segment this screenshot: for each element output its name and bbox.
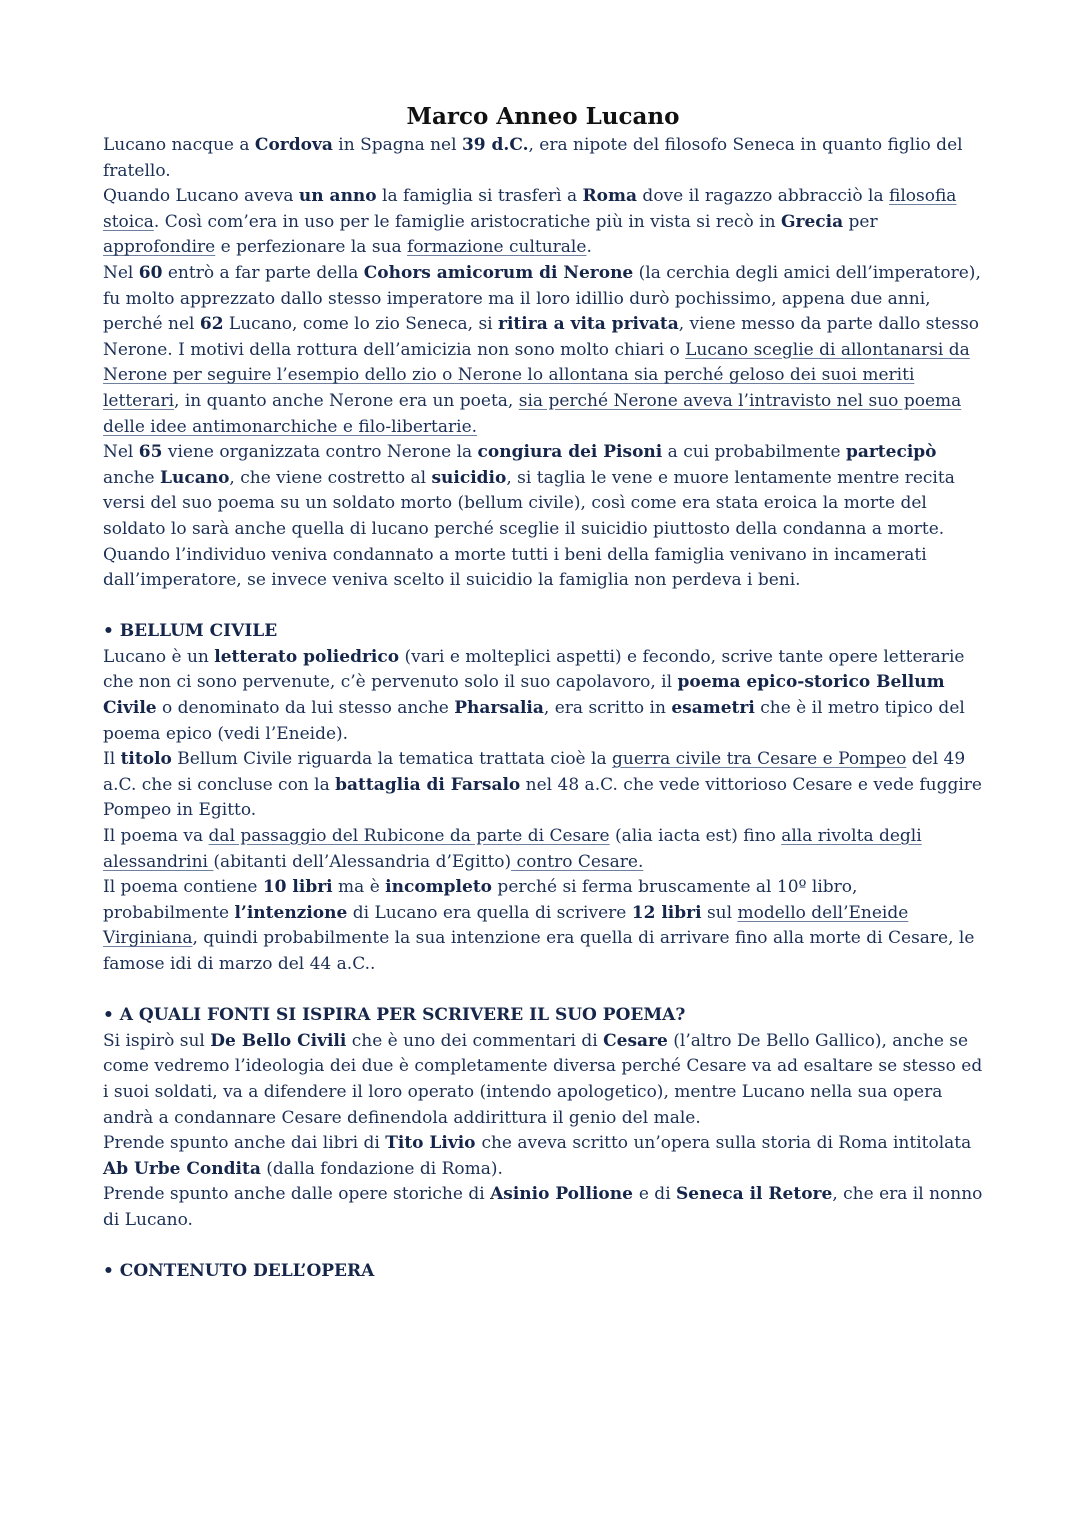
text: dove il ragazzo abbracciò la bbox=[637, 186, 889, 207]
text: , era nipote del filosofo Seneca in quanto figlio del fratello. bbox=[103, 135, 963, 181]
bold-text: poema epico-storico Bellum Civile bbox=[103, 672, 945, 719]
text: , che era il nonno di Lucano. bbox=[103, 1184, 983, 1230]
text: e di bbox=[638, 1184, 677, 1205]
bold-text: Roma bbox=[582, 186, 638, 207]
text: (l’altro De Bello Gallico), anche se come vedremo l’ideologia dei due è completamente diversa perché Cesare va ad esaltare se stesso ed i suoi soldati, va a difendere il loro operato (intendo apologetico), mentre Lucano nella sua opera andrà a condannare Cesare definendola addirittura il genio del male. bbox=[103, 1030, 983, 1128]
bold-text: Pharsalia bbox=[454, 698, 544, 719]
underlined-text: approfondire bbox=[103, 237, 216, 258]
text: ma è bbox=[332, 877, 386, 898]
fonti-paragraph-2 bbox=[103, 1131, 983, 1182]
text: Il poema va bbox=[103, 826, 209, 847]
paragraph-gap bbox=[103, 594, 983, 620]
text: che è il metro tipico del poema epico (vedi l’Eneide). bbox=[103, 698, 965, 744]
text: , era scritto in bbox=[543, 698, 672, 719]
text: del 49 a.C. che si concluse con la bbox=[103, 749, 966, 795]
bold-text: un anno bbox=[298, 186, 377, 207]
bold-text: ritira a vita privata bbox=[498, 314, 679, 335]
text: in Spagna nel bbox=[332, 135, 462, 155]
bold-text: letterato poliedrico bbox=[214, 646, 400, 667]
bold-text: 39 d.C. bbox=[461, 135, 529, 155]
text: Bellum Civile riguarda la tematica trattata cioè la bbox=[171, 749, 612, 770]
text: Prende spunto anche dai libri di bbox=[103, 1133, 386, 1154]
bold-text: titolo bbox=[120, 749, 172, 770]
bold-text: suicidio bbox=[431, 467, 507, 488]
bold-text: esametri bbox=[671, 698, 755, 719]
underlined-text: alla rivolta degli alessandrini bbox=[103, 826, 922, 872]
text: entrò a far parte della bbox=[162, 262, 364, 283]
text: e perfezionare la sua bbox=[215, 237, 408, 258]
text: Si ispirò sul bbox=[103, 1030, 211, 1051]
text: anche bbox=[103, 467, 161, 488]
text: Nel bbox=[103, 442, 139, 463]
bold-text: Tito Livio bbox=[385, 1133, 482, 1154]
bold-text: congiura dei Pisoni bbox=[477, 442, 663, 463]
bold-text: 12 libri bbox=[631, 902, 702, 923]
paragraph-gap bbox=[103, 1234, 983, 1260]
bold-text: 60 bbox=[138, 262, 163, 283]
text: Nel bbox=[103, 262, 139, 283]
text: , quindi probabilmente la sua intenzione era quella di arrivare fino alla morte di Cesare, le famose idi di marzo del 44 a.C.. bbox=[103, 928, 975, 974]
text: Il poema contiene bbox=[103, 877, 263, 898]
section-heading-fonti: • A QUALI FONTI SI ISPIRA PER SCRIVERE IL SUO POEMA? bbox=[103, 1005, 686, 1026]
text: Prende spunto anche dalle opere storiche di bbox=[103, 1184, 491, 1205]
paragraph-gap bbox=[103, 978, 983, 1004]
bold-text: l’intenzione bbox=[234, 902, 348, 923]
text: Il bbox=[103, 749, 121, 770]
text: , in quanto anche Nerone era un poeta, bbox=[174, 390, 519, 411]
page-title: Marco Anneo Lucano bbox=[406, 103, 680, 130]
text: la famiglia si trasferì a bbox=[376, 186, 583, 207]
bellum-paragraph-1 bbox=[103, 645, 983, 747]
text: . Così com’era in uso per le famiglie aristocratiche più in vista si recò in bbox=[153, 211, 781, 232]
text: di Lucano era quella di scrivere bbox=[347, 902, 632, 923]
underlined-text: guerra civile tra Cesare e Pompeo bbox=[612, 749, 907, 770]
text: o denominato da lui stesso anche bbox=[156, 698, 455, 719]
underlined-text: contro Cesare. bbox=[511, 851, 644, 872]
bold-text: De Bello Civili bbox=[210, 1030, 347, 1051]
bold-text: Seneca il Retore bbox=[676, 1184, 833, 1205]
document-page bbox=[103, 101, 983, 1285]
text: . bbox=[586, 237, 592, 258]
text: Lucano nacque a bbox=[103, 135, 255, 155]
text: perché si ferma bruscamente al 10º libro, probabilmente bbox=[103, 877, 858, 923]
intro-paragraph-1 bbox=[103, 133, 983, 184]
underlined-text: dal passaggio del Rubicone da parte di Cesare bbox=[208, 826, 610, 847]
bellum-paragraph-2 bbox=[103, 747, 983, 824]
bold-text: Grecia bbox=[780, 211, 844, 232]
text: , che viene costretto al bbox=[229, 467, 432, 488]
text: Lucano, come lo zio Seneca, si bbox=[223, 314, 499, 335]
text: Quando Lucano aveva bbox=[103, 186, 299, 207]
bold-text: Ab Urbe Condita bbox=[103, 1158, 261, 1179]
text: sul bbox=[701, 902, 738, 923]
bold-text: 10 libri bbox=[262, 877, 333, 898]
text: per bbox=[843, 211, 878, 232]
text: a cui probabilmente bbox=[662, 442, 846, 463]
bold-text: Cohors amicorum di Nerone bbox=[363, 262, 634, 283]
intro-paragraph-2 bbox=[103, 184, 983, 261]
bellum-paragraph-4 bbox=[103, 875, 983, 977]
bold-text: 62 bbox=[199, 314, 224, 335]
text: nel 48 a.C. che vede vittorioso Cesare e vede fuggire Pompeo in Egitto. bbox=[103, 774, 982, 821]
underlined-text: filosofia stoica bbox=[103, 186, 957, 232]
text: (alia iacta est) fino bbox=[609, 826, 782, 847]
bold-text: partecipò bbox=[845, 442, 937, 463]
text: , si taglia le vene e muore lentamente mentre recita versi del suo poema su un soldato morto (bellum civile), così come era stata eroica la morte del soldato lo sarà anche quella di lucano perché sceglie il suicidio piuttosto della condanna a morte. Quando l’individuo veniva condannato a morte tutti i beni della famiglia venivano in incamerati dall’imperatore, se invece veniva scelto il suicidio la famiglia non perdeva i beni. bbox=[103, 467, 955, 591]
text: Lucano è un bbox=[103, 646, 215, 667]
underlined-text: formazione culturale bbox=[407, 237, 587, 258]
bold-text: Cesare bbox=[603, 1030, 668, 1051]
fonti-paragraph-1 bbox=[103, 1029, 983, 1131]
section-heading-bellum-civile: • BELLUM CIVILE bbox=[103, 621, 278, 642]
text: viene organizzata contro Nerone la bbox=[162, 442, 478, 463]
bold-text: 65 bbox=[138, 442, 163, 463]
bellum-paragraph-3 bbox=[103, 824, 983, 875]
intro-paragraph-3 bbox=[103, 261, 983, 440]
underlined-text: sia perché Nerone aveva l’intravisto nel suo poema delle idee antimonarchiche e filo-libertarie. bbox=[103, 390, 962, 437]
text: (dalla fondazione di Roma). bbox=[260, 1158, 503, 1179]
bold-text: Asinio Pollione bbox=[490, 1184, 639, 1205]
text: (la cerchia degli amici dell’imperatore), fu molto apprezzato dallo stesso imperatore ma il loro idillio durò pochissimo, appena due anni, perché nel bbox=[103, 262, 981, 335]
text: , viene messo da parte dallo stesso Nerone. I motivi della rottura dell’amicizia non sono molto chiari o bbox=[103, 314, 980, 360]
underlined-text: Lucano sceglie di allontanarsi da Nerone per seguire l’esempio dello zio o Nerone lo allontana sia perché geloso dei suoi meriti letterari bbox=[103, 339, 970, 411]
underlined-text: modello dell’Eneide Virginiana bbox=[103, 902, 909, 949]
intro-paragraph-4 bbox=[103, 440, 983, 594]
text: (vari e molteplici aspetti) e fecondo, scrive tante opere letterarie che non ci sono pervenute, c’è pervenuto solo il suo capolavoro, il bbox=[103, 646, 965, 693]
fonti-paragraph-3 bbox=[103, 1182, 983, 1233]
bold-text: Lucano bbox=[160, 467, 230, 488]
bold-text: Cordova bbox=[254, 135, 333, 155]
text: (abitanti dell’Alessandria d’Egitto) bbox=[213, 851, 512, 872]
text: che è uno dei commentari di bbox=[346, 1030, 604, 1051]
bold-text: battaglia di Farsalo bbox=[335, 774, 521, 795]
text: che aveva scritto un’opera sulla storia di Roma intitolata bbox=[481, 1133, 972, 1154]
section-heading-contenuto: • CONTENUTO DELL’OPERA bbox=[103, 1261, 375, 1282]
bold-text: incompleto bbox=[385, 877, 493, 898]
